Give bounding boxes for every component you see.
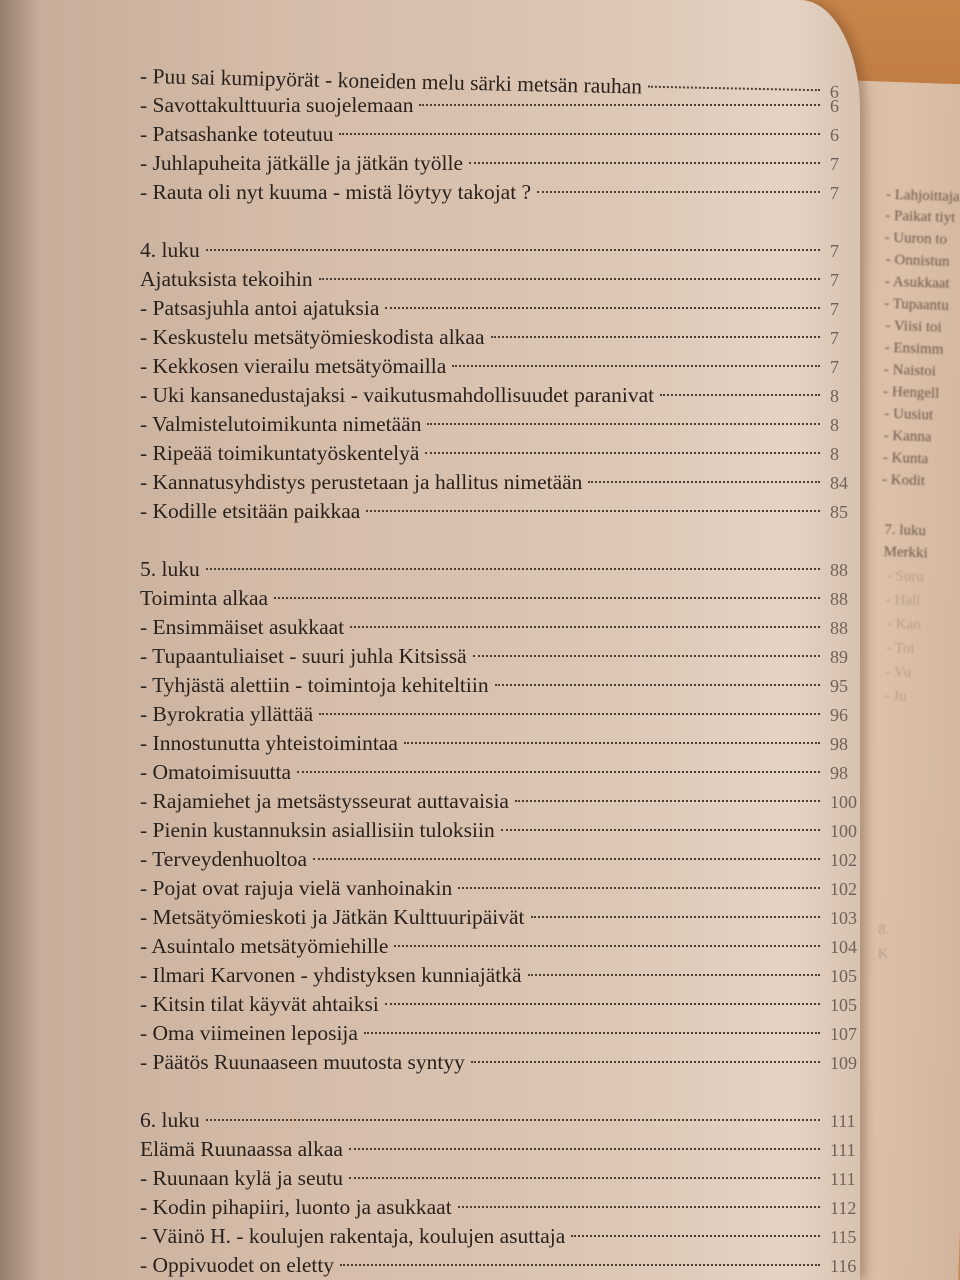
toc-entry-title: - Tupaantuliaiset - suuri juhla Kitsissä xyxy=(140,644,467,668)
facing-chapter-heading: K xyxy=(877,945,889,963)
dot-leader xyxy=(319,278,820,280)
toc-entry xyxy=(140,120,870,149)
toc-entry xyxy=(140,468,870,497)
toc-entry xyxy=(140,613,870,642)
toc-entry xyxy=(140,1251,870,1280)
toc-entry-page: 88 xyxy=(830,589,848,609)
toc-entry xyxy=(140,497,870,526)
toc-entry-page: 6 xyxy=(830,125,839,145)
dot-leader xyxy=(206,568,820,570)
toc-entry-page: 8 xyxy=(830,444,839,464)
dot-leader xyxy=(350,626,820,628)
facing-line: - Tupaantu xyxy=(883,295,950,314)
toc-chapter-label xyxy=(140,1106,870,1135)
dot-leader xyxy=(364,1032,820,1034)
dot-leader xyxy=(297,771,820,773)
facing-line: - Viisi toi xyxy=(885,317,943,336)
toc-entry-page: 96 xyxy=(830,705,848,725)
toc-chapter-heading xyxy=(140,1135,870,1164)
toc-entry-page: 7 xyxy=(830,154,839,174)
toc-entry xyxy=(140,1193,870,1222)
toc-entry-title: - Patsasjuhla antoi ajatuksia xyxy=(140,296,380,320)
toc-entry-page: 6 xyxy=(830,96,839,116)
toc-entry xyxy=(140,932,870,961)
toc-chapter-heading xyxy=(140,584,870,613)
toc-entry-page: 88 xyxy=(830,618,848,638)
toc-entry-page: 100 xyxy=(830,821,857,841)
toc-entry-title: - Asuintalo metsätyömiehille xyxy=(140,934,389,958)
toc-entry-page: 103 xyxy=(830,908,857,928)
toc-entry-page: 6 xyxy=(829,81,840,102)
toc-entry xyxy=(140,149,870,178)
toc-entry-page: 107 xyxy=(830,1024,857,1044)
toc-entry-title: - Kannatusyhdistys perustetaan ja hallitus nimetään xyxy=(140,470,583,494)
page-gutter-shadow xyxy=(0,0,40,1280)
facing-chapter-label: 8. xyxy=(878,921,890,939)
toc-entry xyxy=(140,816,870,845)
toc-entry xyxy=(140,903,870,932)
dot-leader xyxy=(404,742,820,744)
facing-line: - Asukkaat xyxy=(884,273,950,292)
toc-entry xyxy=(140,91,870,120)
dot-leader xyxy=(571,1235,820,1237)
toc-entry xyxy=(140,874,870,903)
toc-chapter-label xyxy=(140,555,870,584)
toc-entry-page: 111 xyxy=(830,1111,856,1131)
facing-line: - Kan xyxy=(886,615,922,634)
facing-line: - Uuron to xyxy=(884,229,948,248)
toc-chapter-label xyxy=(140,236,870,265)
toc-entry-page: 89 xyxy=(830,647,848,667)
dot-leader xyxy=(588,481,820,483)
facing-line: - Kanna xyxy=(883,427,932,446)
section-spacer xyxy=(140,1077,870,1106)
toc-entry-title: - Kodille etsitään paikkaa xyxy=(140,499,361,523)
toc-entry-title: - Väinö H. - koulujen rakentaja, koulujen asuttaja xyxy=(140,1224,566,1248)
facing-line: - Uusiut xyxy=(884,405,934,424)
dot-leader xyxy=(531,916,820,918)
toc-entry-title: - Juhlapuheita jätkälle ja jätkän työlle xyxy=(140,151,463,175)
table-of-contents xyxy=(140,62,870,1280)
toc-entry-title: - Rauta oli nyt kuuma - mistä löytyy takojat ? xyxy=(140,180,532,204)
toc-entry-title: - Puu sai kumipyörät - koneiden melu särki metsän rauhan xyxy=(139,64,643,99)
dot-leader xyxy=(385,1003,820,1005)
toc-entry xyxy=(140,294,870,323)
dot-leader xyxy=(473,655,820,657)
facing-line: - Lahjoittaja xyxy=(885,186,960,206)
toc-entry-title: - Oppivuodet on eletty xyxy=(140,1253,335,1277)
dot-leader xyxy=(458,1206,820,1208)
toc-entry xyxy=(140,1164,870,1193)
chapter-label: 4. luku xyxy=(140,238,200,262)
section-spacer xyxy=(140,526,870,555)
toc-entry-page: 8 xyxy=(830,386,839,406)
toc-entry-title: - Kitsin tilat käyvät ahtaiksi xyxy=(140,992,379,1016)
toc-entry-title: - Kekkosen vierailu metsätyömailla xyxy=(140,354,447,378)
toc-entry-page: 7 xyxy=(830,328,839,348)
toc-entry-title: - Valmistelutoimikunta nimetään xyxy=(140,412,422,436)
chapter-heading: Elämä Ruunaassa alkaa xyxy=(140,1137,343,1161)
toc-entry-title: - Ilmari Karvonen - yhdistyksen kunniajätkä xyxy=(140,963,522,987)
toc-entry-page: 100 xyxy=(830,792,857,812)
dot-leader xyxy=(471,1061,820,1063)
chapter-label: 5. luku xyxy=(140,557,200,581)
toc-entry xyxy=(140,990,870,1019)
toc-entry-page: 115 xyxy=(830,1227,857,1247)
dot-leader xyxy=(528,974,820,976)
toc-entry-page: 88 xyxy=(830,560,848,580)
section-spacer xyxy=(140,207,870,236)
dot-leader xyxy=(385,307,820,309)
toc-entry xyxy=(140,323,870,352)
dot-leader xyxy=(501,829,820,831)
dot-leader xyxy=(425,452,820,454)
toc-entry-page: 95 xyxy=(830,676,848,696)
dot-leader xyxy=(495,684,820,686)
toc-entry-page: 112 xyxy=(830,1198,857,1218)
toc-entry-title: - Pojat ovat rajuja vielä vanhoinakin xyxy=(140,876,453,900)
toc-entry-page: 111 xyxy=(830,1140,856,1160)
toc-entry-title: - Omatoimisuutta xyxy=(140,760,292,784)
toc-entry-title: - Oma viimeinen leposija xyxy=(140,1021,358,1045)
toc-entry xyxy=(140,700,870,729)
toc-entry-page: 7 xyxy=(830,299,839,319)
toc-entry-page: 7 xyxy=(830,270,839,290)
facing-line: - Hall xyxy=(885,591,921,610)
toc-entry-title: - Uki kansanedustajaksi - vaikutusmahdollisuudet paranivat xyxy=(140,383,655,407)
dot-leader xyxy=(427,423,820,425)
toc-entry-title: - Päätös Ruunaaseen muutosta syntyy xyxy=(140,1050,465,1074)
toc-entry-title: - Ripeää toimikuntatyöskentelyä xyxy=(140,441,420,465)
toc-entry-title: - Patsashanke toteutuu xyxy=(140,122,334,146)
toc-entry-page: 105 xyxy=(830,995,857,1015)
facing-line: - Ju xyxy=(884,687,907,705)
dot-leader xyxy=(515,800,820,802)
toc-entry-page: 7 xyxy=(830,241,839,261)
toc-entry-page: 104 xyxy=(830,937,857,957)
toc-entry-title: - Metsätyömieskoti ja Jätkän Kulttuuripäivät xyxy=(140,905,525,929)
facing-line: - Naistoi xyxy=(883,361,937,380)
toc-entry-page: 102 xyxy=(830,879,857,899)
toc-entry-page: 7 xyxy=(830,183,839,203)
toc-entry-page: 85 xyxy=(830,502,848,522)
toc-entry xyxy=(140,410,870,439)
toc-entry xyxy=(140,729,870,758)
toc-entry-title: - Ensimmäiset asukkaat xyxy=(140,615,345,639)
toc-entry-page: 116 xyxy=(830,1256,857,1276)
toc-chapter-heading xyxy=(140,265,870,294)
toc-entry-title: - Tyhjästä alettiin - toimintoja kehiteltiin xyxy=(140,673,489,697)
toc-entry-page: 109 xyxy=(830,1053,857,1073)
toc-entry xyxy=(140,1222,870,1251)
dot-leader xyxy=(458,887,820,889)
toc-entry xyxy=(140,178,870,207)
dot-leader xyxy=(349,1148,820,1150)
dot-leader xyxy=(491,336,820,338)
toc-entry xyxy=(140,381,870,410)
dot-leader xyxy=(660,394,820,396)
facing-line: - Vu xyxy=(885,663,912,681)
toc-entry-title: - Savottakulttuuria suojelemaan xyxy=(140,93,414,117)
dot-leader xyxy=(340,1264,820,1266)
toc-entry-title: - Ruunaan kylä ja seutu xyxy=(140,1166,344,1190)
dot-leader xyxy=(206,249,820,251)
toc-entry xyxy=(140,845,870,874)
dot-leader xyxy=(452,365,820,367)
toc-entry-page: 84 xyxy=(830,473,848,493)
chapter-heading: Toiminta alkaa xyxy=(140,586,269,610)
dot-leader xyxy=(319,713,820,715)
toc-entry-title: - Kodin pihapiiri, luonto ja asukkaat xyxy=(140,1195,452,1219)
toc-entry xyxy=(140,352,870,381)
toc-entry-title: - Rajamiehet ja metsästysseurat auttavaisia xyxy=(140,789,509,813)
dot-leader xyxy=(339,133,820,135)
facing-line: - Kunta xyxy=(882,449,929,468)
facing-line: - Toi xyxy=(885,639,915,657)
toc-entry xyxy=(140,787,870,816)
dot-leader xyxy=(366,510,820,512)
dot-leader xyxy=(394,945,820,947)
facing-line: - Ensimm xyxy=(884,339,944,358)
facing-chapter-heading: Merkki xyxy=(883,543,928,562)
toc-entry-title: - Innostunutta yhteistoimintaa xyxy=(140,731,398,755)
toc-entry-page: 111 xyxy=(830,1169,856,1189)
toc-entry xyxy=(140,439,870,468)
toc-entry xyxy=(140,961,870,990)
facing-line: - Suru xyxy=(886,567,925,586)
facing-line: - Kodit xyxy=(881,471,926,490)
toc-entry-page: 98 xyxy=(830,734,848,754)
dot-leader xyxy=(469,162,820,164)
toc-entry-page: 7 xyxy=(830,357,839,377)
facing-line: - Onnistun xyxy=(885,251,950,270)
dot-leader xyxy=(419,104,820,106)
dot-leader xyxy=(313,858,820,860)
facing-line: - Hengell xyxy=(882,383,940,402)
facing-chapter-label: 7. luku xyxy=(884,521,927,540)
chapter-label: 6. luku xyxy=(140,1108,200,1132)
dot-leader xyxy=(537,191,820,193)
toc-entry xyxy=(140,671,870,700)
toc-entry-page: 98 xyxy=(830,763,848,783)
chapter-heading: Ajatuksista tekoihin xyxy=(140,267,313,291)
toc-entry xyxy=(140,1048,870,1077)
toc-entry-title: - Terveydenhuoltoa xyxy=(140,847,308,871)
toc-entry-page: 102 xyxy=(830,850,857,870)
toc-entry xyxy=(140,758,870,787)
toc-entry xyxy=(140,642,870,671)
dot-leader xyxy=(349,1177,820,1179)
dot-leader xyxy=(206,1119,820,1121)
toc-entry-page: 105 xyxy=(830,966,857,986)
toc-entry-page: 8 xyxy=(830,415,839,435)
toc-entry-title: - Keskustelu metsätyömieskodista alkaa xyxy=(140,325,485,349)
toc-entry xyxy=(140,1019,870,1048)
toc-entry-title: - Byrokratia yllättää xyxy=(140,702,314,726)
toc-entry-title: - Pienin kustannuksin asiallisiin tuloksiin xyxy=(140,818,495,842)
facing-line: - Paikat tiyt xyxy=(885,207,956,227)
dot-leader xyxy=(274,597,820,599)
